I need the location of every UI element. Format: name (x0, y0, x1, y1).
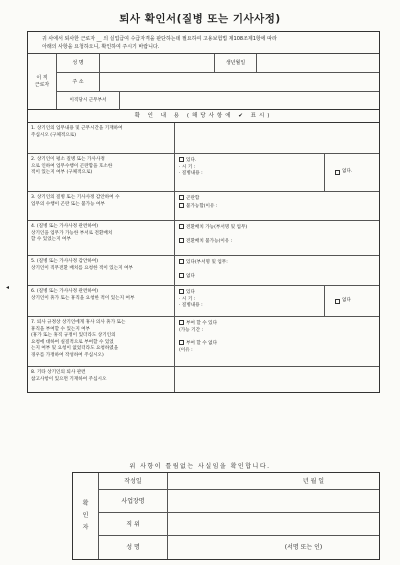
check-item-question: 3. 상기인의 질병 또는 기사사정 감안하여 수 업무의 수행이 곤란 또는 불가능 여부 (31, 195, 120, 207)
worker-address-label: 주 소 (72, 79, 84, 85)
checkbox[interactable] (179, 238, 184, 243)
check-item-row (28, 317, 379, 367)
worker-dept-field[interactable] (119, 92, 379, 110)
position-label: 직 위 (126, 521, 140, 528)
check-item-options[interactable]: 곤란함 불가능함(이유 : (174, 192, 379, 220)
check-item-options[interactable]: 있다 · 시 기 : · 질병내용 : (174, 286, 324, 316)
checkbox[interactable] (179, 157, 184, 162)
sign-field[interactable]: (서명 또는 인) (167, 536, 379, 559)
company-field[interactable] (167, 490, 379, 512)
check-item-question: 4. (질병 또는 가사사정 관련하여) 상기인을 업무가 가능한 부서로 전환배치 할 수 있었는지 여부 (31, 224, 113, 242)
check-item-question: 8. 기타 상기인의 퇴사 관련 참고사항이 있으면 기재하여 주십시오 (31, 370, 107, 382)
checkbox[interactable] (335, 170, 340, 175)
check-item-option-no[interactable]: 없다. (324, 154, 379, 191)
worker-name-label: 성 명 (72, 60, 84, 66)
check-item-question: 1. 상기인의 업무내용 및 근무시간을 기재하여 주십시오 (구체적으로) (31, 126, 123, 138)
worker-birth-label: 생년월일 (214, 54, 256, 72)
worker-block (28, 54, 379, 110)
signer-name-label: 성 명 (126, 544, 140, 551)
signature-frame (72, 472, 380, 560)
worker-side-label: 이 직 근로자 (34, 74, 50, 88)
worker-dept-label: 이직당시 근무부서 (69, 98, 107, 103)
form-title: 퇴사 확인서(질병 또는 기사사정) (119, 13, 281, 25)
worker-birth-field[interactable] (256, 54, 379, 72)
intro-line-1: 귀 사에서 퇴사한 근로자 __ 의 실업급여 수급자격을 판단하는데 필요하여 고용보험법 제108조제1항에 따라 (42, 36, 277, 42)
position-field[interactable] (167, 513, 379, 535)
check-item-options[interactable]: 있다(부서명 및 업무: 없다 (174, 256, 379, 285)
check-item-option-no[interactable]: 없다 (324, 286, 379, 316)
intro-line-2: 아래의 사항을 요청하오니, 확인하여 주시기 바랍니다. (42, 44, 160, 50)
check-item-options[interactable]: 전환배치 가능(부서명 및 업무) 전환배치 불가능(이유 : (174, 221, 379, 255)
worker-address-field[interactable] (99, 73, 379, 91)
check-item-row (28, 221, 379, 256)
check-item-row (28, 123, 379, 154)
checkbox[interactable] (335, 299, 340, 304)
checkbox[interactable] (179, 259, 184, 264)
checkbox[interactable] (179, 320, 184, 325)
checkbox[interactable] (179, 273, 184, 278)
check-item-row (28, 286, 379, 317)
check-item-question: 6. (질병 또는 가사사정 관련하여) 상기인이 휴가 또는 휴직을 요청한 적이 있는지 여부 (31, 289, 135, 301)
checkbox[interactable] (179, 340, 184, 345)
check-item-row (28, 367, 379, 392)
date-field[interactable]: 년 월 일 (167, 473, 379, 489)
company-label: 사업장명 (121, 498, 145, 505)
form-frame (27, 31, 380, 393)
check-item-question: 7. 퇴사 규정상 상기인에게 휴사 의사 휴가 또는 휴직을 부여할 수 있는지 여부 (휴가 또는 휴직 규정이 있더라도 상기인의 요청에 대하여 실질적으로 부여할 수 있었 는지 여부 및 요청이 없었더라도 요청하였을 경우를 가정하여 작성하여 주십시오) (31, 320, 126, 358)
checkbox[interactable] (179, 195, 184, 200)
check-item-options[interactable]: 있다. · 시 기 : · 질병내용 : (174, 154, 324, 191)
checkbox[interactable] (179, 203, 184, 208)
worker-name-field[interactable] (99, 54, 214, 72)
check-items (28, 123, 379, 392)
check-item-row (28, 256, 379, 286)
margin-mark-icon: ◂ (6, 284, 10, 291)
checkbox[interactable] (179, 289, 184, 294)
check-item-question: 2. 상기인이 평소 질병 또는 가사사정 으로 인하여 업무수행이 곤란함을 호소한 적이 있는지 여부 (구체적으로) (31, 157, 113, 175)
check-item-question: 5. (질병 또는 가사사정 감안하여) 상기인이 직무전환 배치를 요청한 적이 있는지 여부 (31, 259, 133, 271)
confirm-text: 위 사항이 틀림없는 사실임을 확인합니다. (129, 463, 271, 470)
form-intro (28, 32, 379, 54)
check-item-options[interactable] (174, 367, 379, 392)
checkbox[interactable] (179, 224, 184, 229)
check-item-row (28, 154, 379, 192)
check-item-row (28, 192, 379, 221)
check-item-options[interactable]: 부여 할 수 있다 (가능 기간 : 부여 할 수 없다 (이유 : (174, 317, 379, 366)
section-title: 확 인 내 용 (해당사항에 ✔ 표시) (28, 110, 379, 123)
date-label: 작성일 (124, 478, 142, 485)
check-item-options[interactable] (174, 123, 379, 153)
signature-side-label: 확 인 자 (73, 473, 99, 559)
